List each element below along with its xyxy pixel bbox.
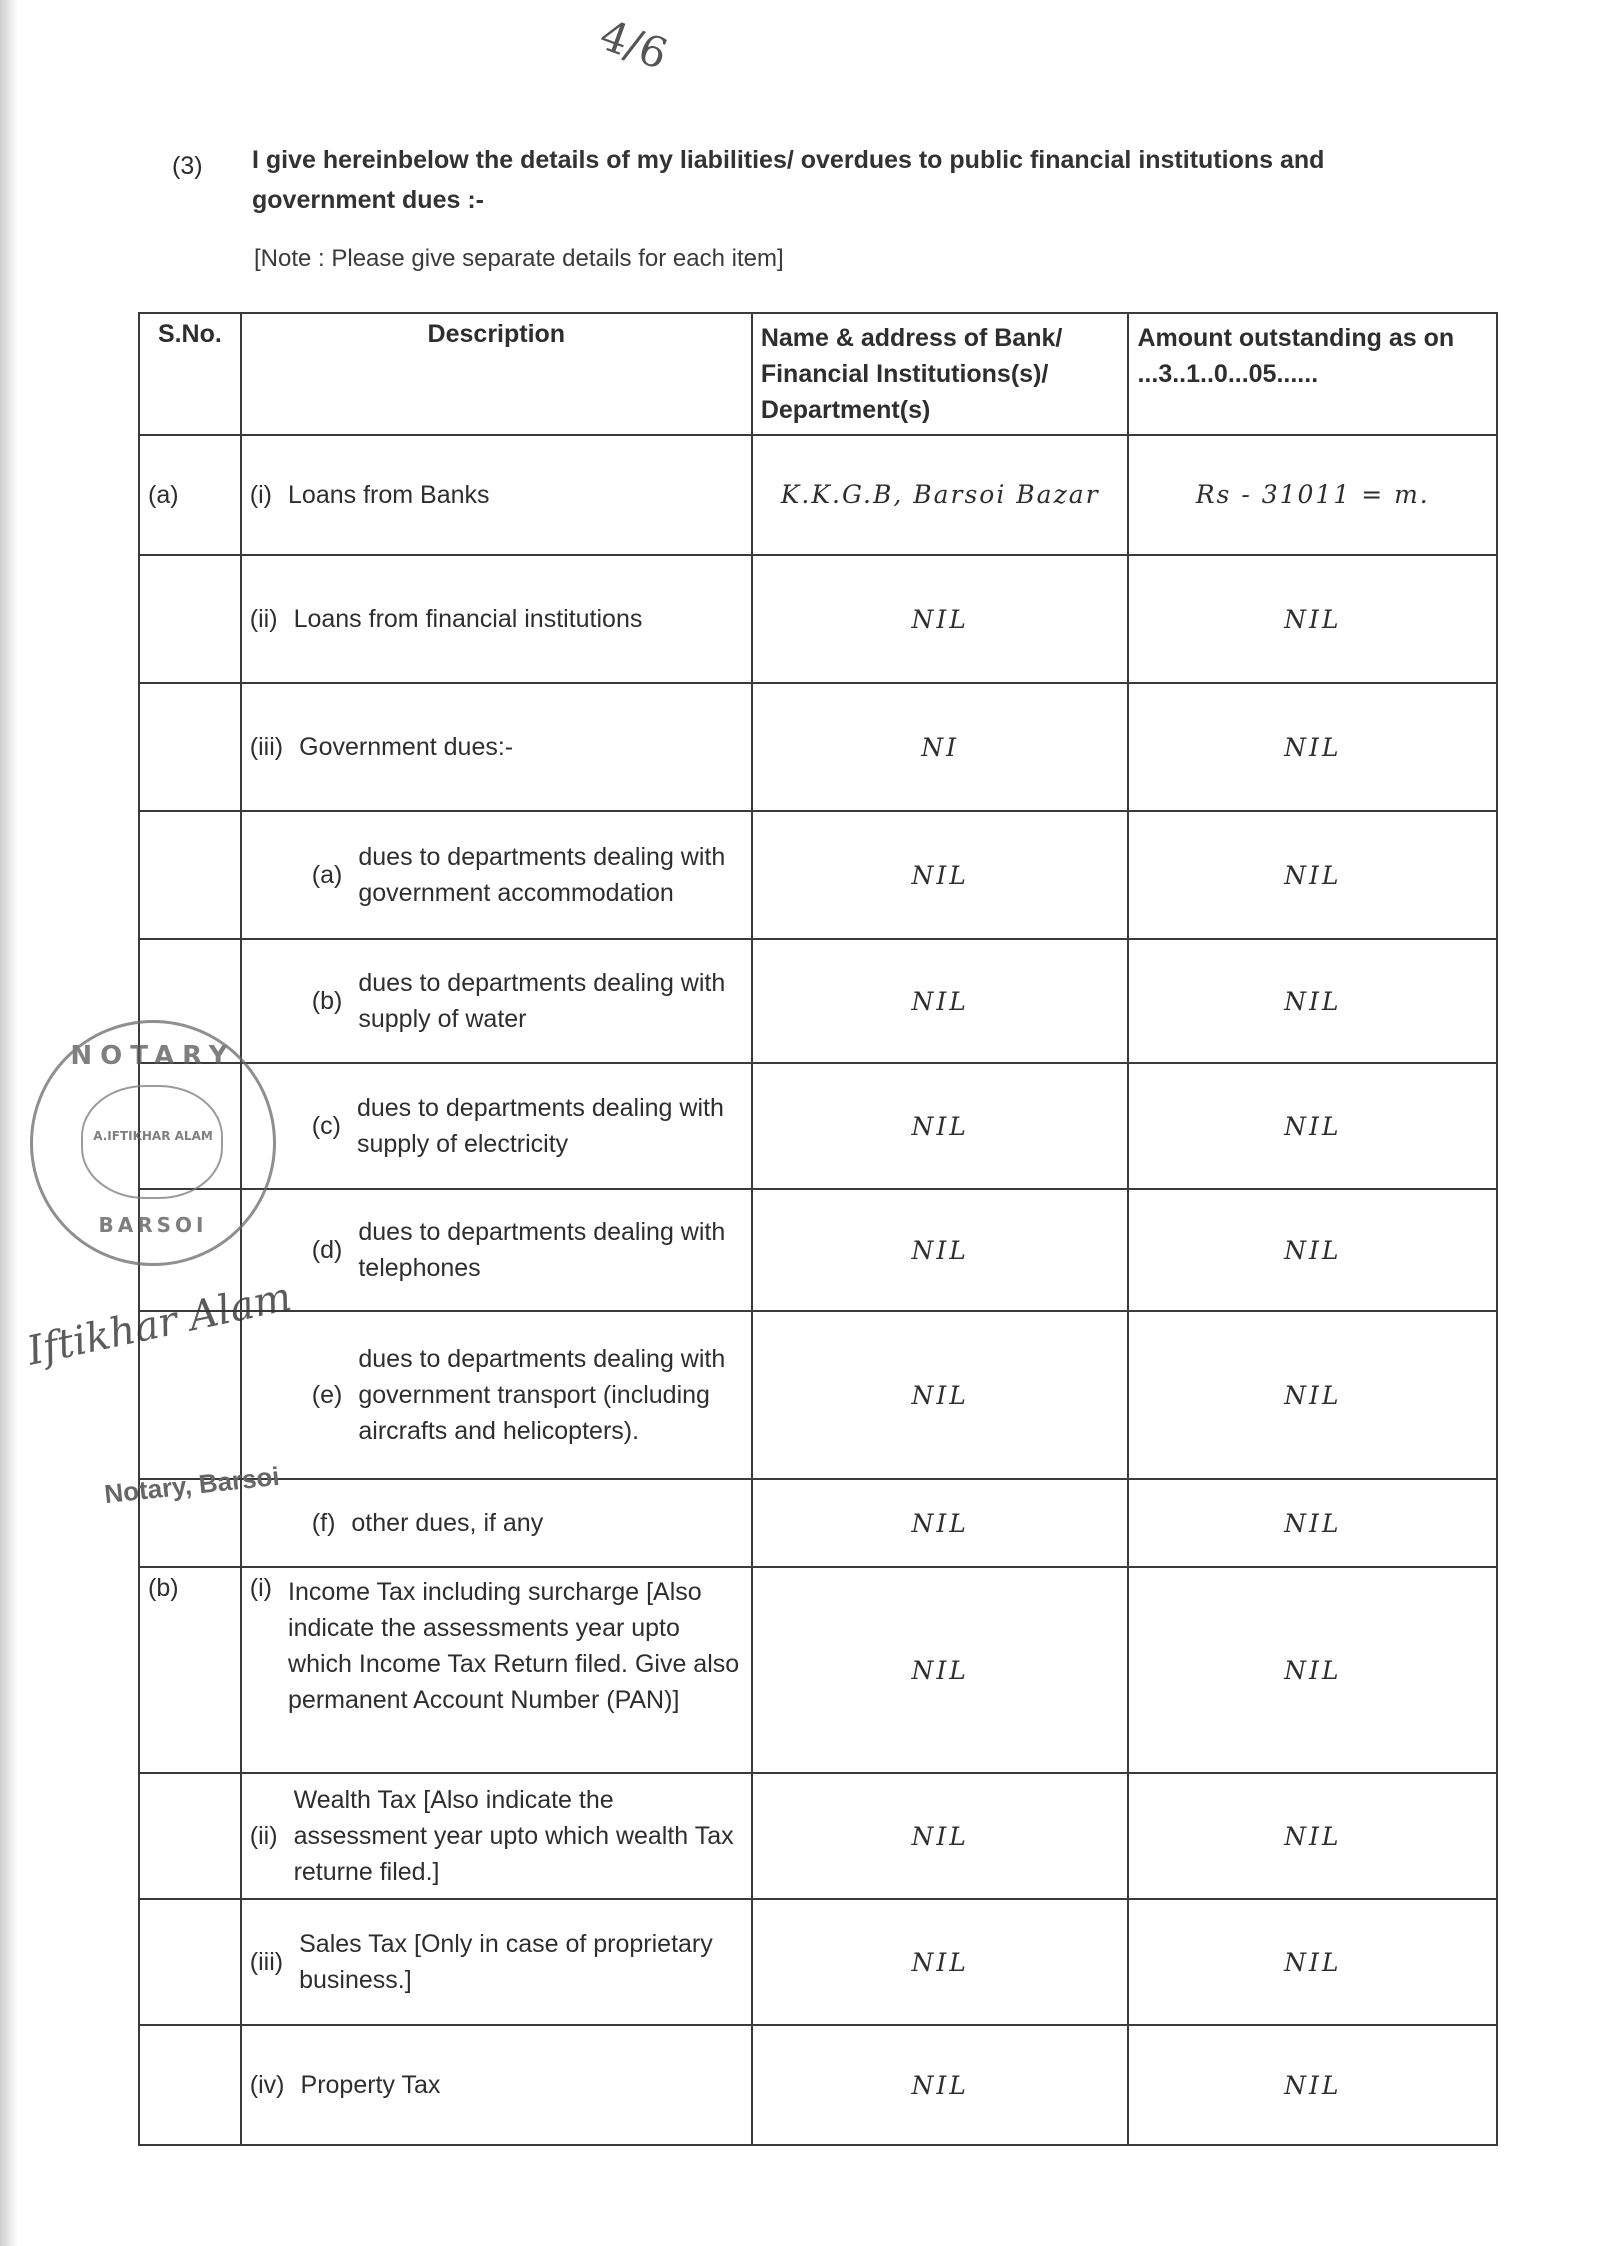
row-bank: NIL	[752, 1773, 1129, 1899]
header-sno: S.No.	[139, 313, 241, 435]
row-tag: (ii)	[249, 1821, 278, 1850]
row-amount: NIL	[1128, 811, 1497, 939]
table-row	[139, 939, 1497, 1063]
table-row	[139, 683, 1497, 811]
row-sno	[139, 811, 241, 939]
row-amount: NIL	[1128, 2025, 1497, 2145]
row-bank: NIL	[752, 1479, 1129, 1567]
table-row	[139, 435, 1497, 555]
table-row	[139, 2025, 1497, 2145]
row-description: dues to departments dealing with telephones	[358, 1218, 726, 1282]
row-description: dues to departments dealing with government transport (including aircrafts and helicopters).	[358, 1345, 726, 1445]
row-bank: NIL	[752, 811, 1129, 939]
row-bank: NI	[752, 683, 1129, 811]
row-tag: (iii)	[249, 1947, 284, 1976]
row-tag: (iv)	[249, 2070, 285, 2099]
row-description: Property Tax	[300, 2071, 441, 2099]
table-row	[139, 811, 1497, 939]
row-tag: (ii)	[249, 604, 278, 633]
row-amount: Rs - 31011 = m.	[1128, 435, 1497, 555]
row-tag: (i)	[249, 480, 273, 509]
table-row	[139, 1899, 1497, 2025]
row-amount: NIL	[1128, 1311, 1497, 1479]
row-amount: NIL	[1128, 939, 1497, 1063]
row-sno	[139, 1899, 241, 2025]
row-description: Sales Tax [Only in case of proprietary business.]	[299, 1930, 713, 1994]
notary-stamp	[30, 1020, 276, 1266]
row-sno: (b)	[139, 1567, 241, 1773]
row-amount: NIL	[1128, 1567, 1497, 1773]
header-amount: Amount outstanding as on ...3..1..0...05......	[1128, 313, 1497, 435]
row-amount: NIL	[1128, 1773, 1497, 1899]
section-intro: I give hereinbelow the details of my liabilities/ overdues to public financial institutions and government dues :-	[252, 146, 1325, 214]
row-tag: (a)	[311, 860, 343, 889]
liabilities-table	[138, 312, 1498, 2146]
stamp-middle-text: A.IFTIKHAR ALAM	[93, 1129, 213, 1143]
row-tag: (b)	[311, 986, 343, 1015]
stamp-footer: Notary, Barsoi	[102, 1460, 281, 1510]
row-bank: NIL	[752, 1899, 1129, 2025]
row-sno	[139, 555, 241, 683]
table-row	[139, 1063, 1497, 1189]
row-bank: NIL	[752, 555, 1129, 683]
header-description: Description	[241, 313, 752, 435]
header-bank: Name & address of Bank/ Financial Institutions(s)/ Department(s)	[752, 313, 1129, 435]
row-bank: NIL	[752, 2025, 1129, 2145]
page-number-mark: 4/6	[593, 9, 674, 80]
row-bank: NIL	[752, 1189, 1129, 1311]
row-bank: NIL	[752, 1311, 1129, 1479]
signature: Iftikhar Alam	[23, 1273, 296, 1375]
table-row	[139, 1567, 1497, 1773]
stamp-top-text: NOTARY	[70, 1041, 236, 1071]
row-tag: (c)	[311, 1111, 341, 1140]
row-tag: (iii)	[249, 732, 284, 761]
row-amount: NIL	[1128, 1063, 1497, 1189]
row-sno: (a)	[139, 435, 241, 555]
page-edge-shadow	[0, 0, 18, 2246]
row-bank: NIL	[752, 1063, 1129, 1189]
row-description: other dues, if any	[351, 1509, 544, 1537]
stamp-bottom-text: BARSOI	[98, 1213, 208, 1237]
row-tag: (f)	[311, 1508, 336, 1537]
row-tag: (i)	[249, 1574, 273, 1602]
section-number: (3)	[172, 152, 203, 180]
row-bank: NIL	[752, 1567, 1129, 1773]
row-amount: NIL	[1128, 1189, 1497, 1311]
row-amount: NIL	[1128, 555, 1497, 683]
row-amount: NIL	[1128, 683, 1497, 811]
row-description: dues to departments dealing with supply of electricity	[356, 1094, 724, 1158]
row-description: Loans from financial institutions	[293, 605, 643, 633]
row-description: Government dues:-	[299, 733, 514, 761]
row-description: dues to departments dealing with government accommodation	[358, 843, 726, 907]
row-sno	[139, 2025, 241, 2145]
section-note: [Note : Please give separate details for each item]	[254, 245, 784, 272]
row-tag: (d)	[311, 1235, 343, 1264]
row-tag: (e)	[311, 1380, 343, 1409]
table-row	[139, 1773, 1497, 1899]
row-description: Income Tax including surcharge [Also indicate the assessments year upto which Income Tax Return filed. Give also permanent Account Number (PAN)]	[288, 1578, 740, 1714]
row-description: Wealth Tax [Also indicate the assessment year upto which wealth Tax returne filed.]	[293, 1786, 734, 1886]
table-row	[139, 555, 1497, 683]
row-bank: K.K.G.B, Barsoi Bazar	[752, 435, 1129, 555]
row-sno	[139, 683, 241, 811]
row-description: Loans from Banks	[288, 481, 490, 509]
row-bank: NIL	[752, 939, 1129, 1063]
row-description: dues to departments dealing with supply of water	[358, 969, 726, 1033]
row-amount: NIL	[1128, 1899, 1497, 2025]
row-amount: NIL	[1128, 1479, 1497, 1567]
table-header-row	[139, 313, 1497, 435]
table-row	[139, 1479, 1497, 1567]
row-sno	[139, 1773, 241, 1899]
